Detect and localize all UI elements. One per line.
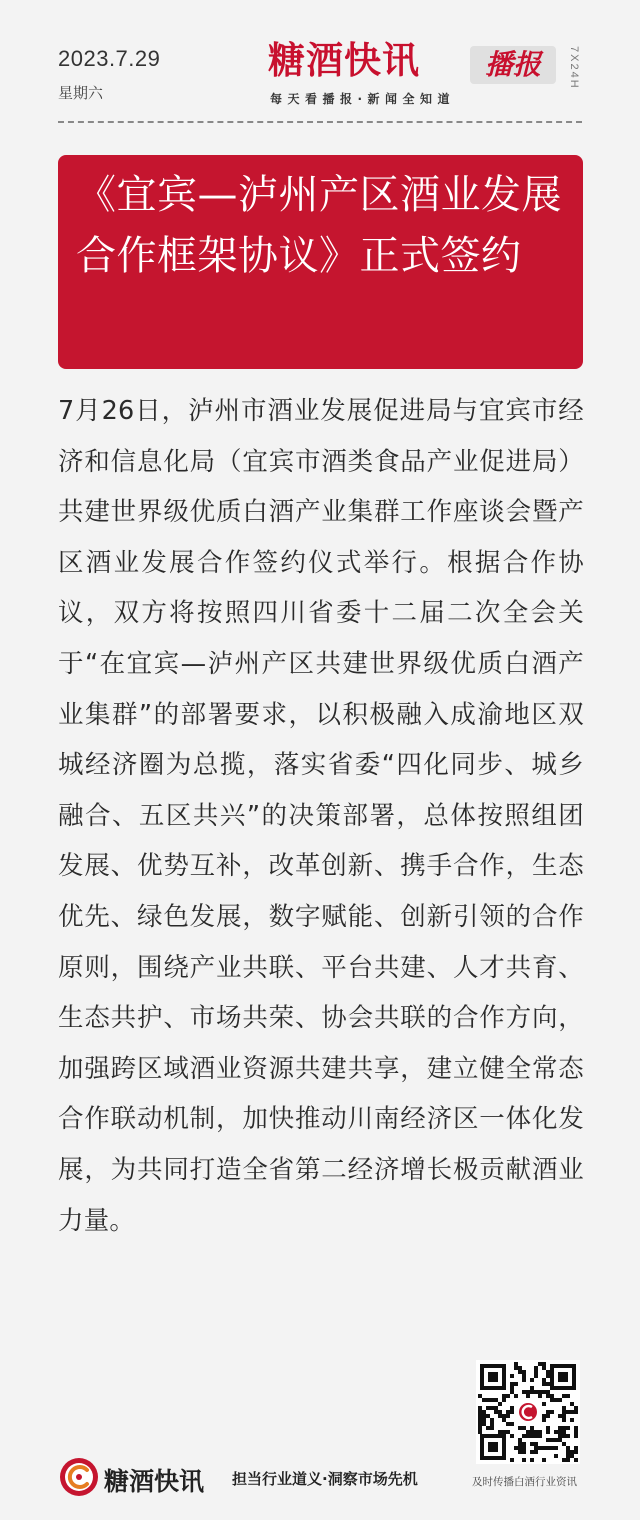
- qr-module: [510, 1382, 514, 1386]
- vertical-tag: 7X24H: [568, 46, 580, 90]
- qr-module: [538, 1446, 542, 1450]
- qr-module: [498, 1414, 502, 1418]
- footer-slogan: 担当行业道义·洞察市场先机: [232, 1470, 418, 1488]
- qr-module: [514, 1362, 518, 1366]
- qr-module: [490, 1426, 494, 1430]
- qr-module: [554, 1446, 558, 1450]
- qr-module: [518, 1446, 522, 1450]
- qr-module: [534, 1446, 538, 1450]
- qr-module: [510, 1386, 514, 1390]
- qr-module: [562, 1418, 566, 1422]
- qr-module: [558, 1434, 562, 1438]
- qr-module: [502, 1398, 506, 1402]
- qr-module: [566, 1454, 570, 1458]
- qr-module: [514, 1446, 518, 1450]
- qr-module: [530, 1386, 534, 1390]
- qr-module: [558, 1414, 562, 1418]
- qr-module: [498, 1402, 502, 1406]
- qr-module: [534, 1434, 538, 1438]
- qr-module: [502, 1394, 506, 1398]
- qr-module: [550, 1438, 554, 1442]
- qr-module: [574, 1458, 578, 1462]
- qr-module: [538, 1362, 542, 1366]
- qr-module: [522, 1458, 526, 1462]
- qr-module: [542, 1418, 546, 1422]
- qr-module: [522, 1442, 526, 1446]
- qr-module: [546, 1382, 550, 1386]
- qr-module: [570, 1418, 574, 1422]
- qr-module: [514, 1366, 518, 1370]
- qr-module: [562, 1394, 566, 1398]
- qr-module: [478, 1426, 482, 1430]
- qr-module: [542, 1402, 546, 1406]
- qr-module: [478, 1406, 482, 1410]
- qr-module: [530, 1434, 534, 1438]
- qr-module: [526, 1434, 530, 1438]
- qr-module: [518, 1450, 522, 1454]
- qr-module: [550, 1446, 554, 1450]
- header: [0, 0, 640, 130]
- qr-module: [530, 1430, 534, 1434]
- qr-module: [510, 1410, 514, 1414]
- qr-module: [486, 1398, 490, 1402]
- qr-module: [482, 1410, 486, 1414]
- qr-module: [570, 1402, 574, 1406]
- qr-module: [550, 1398, 554, 1402]
- qr-module: [534, 1442, 538, 1446]
- brand-title: 糖酒快讯: [268, 38, 420, 82]
- qr-module: [542, 1390, 546, 1394]
- qr-module: [486, 1406, 490, 1410]
- qr-module: [478, 1410, 482, 1414]
- qr-module: [478, 1418, 482, 1422]
- qr-module: [542, 1414, 546, 1418]
- qr-module: [478, 1430, 482, 1434]
- qr-module: [522, 1390, 526, 1394]
- qr-module: [550, 1410, 554, 1414]
- qr-module: [510, 1374, 514, 1378]
- qr-module: [486, 1414, 490, 1418]
- qr-module: [478, 1394, 482, 1398]
- qr-module: [530, 1378, 534, 1382]
- qr-module: [538, 1394, 542, 1398]
- qr-module: [550, 1394, 554, 1398]
- qr-module: [522, 1446, 526, 1450]
- qr-module: [530, 1442, 534, 1446]
- qr-module: [554, 1398, 558, 1402]
- qr-module: [522, 1450, 526, 1454]
- qr-module: [506, 1430, 510, 1434]
- date: 2023.7.29: [58, 46, 161, 71]
- qr-module: [562, 1406, 566, 1410]
- qr-module: [494, 1406, 498, 1410]
- qr-module: [566, 1434, 570, 1438]
- qr-module: [510, 1422, 514, 1426]
- qr-module: [546, 1414, 550, 1418]
- title-banner: [58, 155, 583, 369]
- qr-module: [518, 1438, 522, 1442]
- qr-module: [558, 1438, 562, 1442]
- article-body: 7月26日，泸州市酒业发展促进局与宜宾市经济和信息化局（宜宾市酒类食品产业促进局）共建世界级优质白酒产业集群工作座谈会暨产区酒业发展合作签约仪式举行。根据合作协议，双方将按照四川省委十二届二次全会关于“在宜宾—泸州产区共建世界级优质白酒产业集群”的部署要求，以积极融入成渝地区双城经济圈为总揽，落实省委“四化同步、城乡融合、五区共兴”的决策部署，总体按照组团发展、优势互补，改革创新、携手合作，生态优先、绿色发展，数字赋能、创新引领的合作原则，围绕产业共联、平台共建、人才共育、生态共护、市场共荣、协会共联的合作方向，加强跨区域酒业资源共建共享，建立健全常态合作联动机制，加快推动川南经济区一体化发展，为共同打造全省第二经济增长极贡献酒业力量。: [58, 396, 584, 1236]
- qr-module: [494, 1398, 498, 1402]
- qr-module: [538, 1390, 542, 1394]
- qr-module: [518, 1426, 522, 1430]
- qr-module: [522, 1378, 526, 1382]
- qr-module: [546, 1390, 550, 1394]
- qr-module: [546, 1394, 550, 1398]
- qr-module: [566, 1446, 570, 1450]
- qr-module: [534, 1370, 538, 1374]
- qr-module: [558, 1398, 562, 1402]
- qr-module: [566, 1426, 570, 1430]
- qr-module: [566, 1410, 570, 1414]
- qr-module: [522, 1370, 526, 1374]
- qr-module: [562, 1414, 566, 1418]
- qr-module: [506, 1422, 510, 1426]
- qr-module: [534, 1450, 538, 1454]
- qr-module: [542, 1446, 546, 1450]
- qr-module: [562, 1458, 566, 1462]
- qr-module: [514, 1394, 518, 1398]
- qr-module: [514, 1382, 518, 1386]
- qr-module: [542, 1378, 546, 1382]
- qr-module: [562, 1410, 566, 1414]
- qr-module: [558, 1430, 562, 1434]
- qr-module: [490, 1418, 494, 1422]
- qr-module: [526, 1394, 530, 1398]
- qr-module: [534, 1366, 538, 1370]
- qr-caption: 及时传播白酒行业资讯: [472, 1476, 577, 1488]
- qr-module: [526, 1390, 530, 1394]
- qr-module: [482, 1418, 486, 1422]
- qr-code-icon: [476, 1360, 580, 1464]
- qr-module: [490, 1398, 494, 1402]
- qr-module: [482, 1422, 486, 1426]
- qr-module: [546, 1410, 550, 1414]
- qr-module: [530, 1458, 534, 1462]
- qr-module: [482, 1398, 486, 1402]
- qr-module: [522, 1426, 526, 1430]
- qr-module: [526, 1430, 530, 1434]
- qr-module: [498, 1410, 502, 1414]
- qr-module: [502, 1430, 506, 1434]
- qr-module: [566, 1394, 570, 1398]
- weekday: 星期六: [58, 84, 104, 102]
- brand-logo-icon: [58, 1456, 100, 1498]
- qr-module: [510, 1434, 514, 1438]
- qr-module: [558, 1426, 562, 1430]
- qr-module: [542, 1362, 546, 1366]
- qr-module: [534, 1374, 538, 1378]
- qr-module: [522, 1434, 526, 1438]
- qr-module: [538, 1430, 542, 1434]
- qr-module: [534, 1430, 538, 1434]
- qr-module: [506, 1410, 510, 1414]
- qr-module: [574, 1430, 578, 1434]
- qr-module: [530, 1426, 534, 1430]
- qr-module: [574, 1446, 578, 1450]
- qr-module: [570, 1410, 574, 1414]
- qr-module: [562, 1442, 566, 1446]
- qr-module: [494, 1410, 498, 1414]
- qr-module: [574, 1406, 578, 1410]
- qr-module: [490, 1406, 494, 1410]
- qr-module: [518, 1370, 522, 1374]
- footer-brand: [58, 1452, 218, 1506]
- qr-module: [482, 1414, 486, 1418]
- header-slogan: 每天看播报·新闻全知道: [270, 92, 456, 106]
- qr-module: [546, 1426, 550, 1430]
- qr-module: [546, 1370, 550, 1374]
- footer-brand-name: 糖酒快讯: [104, 1467, 205, 1496]
- qr-module: [498, 1430, 502, 1434]
- dashed-divider: [58, 121, 582, 123]
- qr-module: [546, 1374, 550, 1378]
- qr-module: [546, 1430, 550, 1434]
- qr-module: [574, 1450, 578, 1454]
- qr-module: [562, 1430, 566, 1434]
- qr-module: [522, 1374, 526, 1378]
- qr-module: [530, 1390, 534, 1394]
- qr-module: [486, 1426, 490, 1430]
- qr-module: [570, 1454, 574, 1458]
- qr-module: [542, 1382, 546, 1386]
- qr-module: [510, 1458, 514, 1462]
- qr-module: [554, 1430, 558, 1434]
- broadcast-badge: 播报: [470, 46, 556, 84]
- qr-module: [510, 1406, 514, 1410]
- qr-module: [562, 1434, 566, 1438]
- qr-module: [566, 1450, 570, 1454]
- qr-module: [546, 1438, 550, 1442]
- qr-module: [562, 1426, 566, 1430]
- qr-module: [574, 1434, 578, 1438]
- qr-module: [502, 1418, 506, 1422]
- article-title: 《宜宾—泸州产区酒业发展合作框架协议》正式签约: [76, 172, 562, 279]
- qr-module: [518, 1366, 522, 1370]
- qr-module: [542, 1458, 546, 1462]
- qr-module: [510, 1390, 514, 1394]
- qr-module: [554, 1454, 558, 1458]
- qr-module: [530, 1450, 534, 1454]
- qr-module: [506, 1394, 510, 1398]
- qr-module: [478, 1414, 482, 1418]
- qr-module: [534, 1390, 538, 1394]
- qr-module: [490, 1422, 494, 1426]
- qr-module: [518, 1442, 522, 1446]
- qr-module: [574, 1410, 578, 1414]
- qr-module: [566, 1458, 570, 1462]
- qr-module: [554, 1438, 558, 1442]
- qr-module: [570, 1450, 574, 1454]
- qr-module: [506, 1414, 510, 1418]
- qr-module: [542, 1366, 546, 1370]
- qr-module: [478, 1422, 482, 1426]
- qr-module: [502, 1414, 506, 1418]
- qr-module: [538, 1434, 542, 1438]
- qr-module: [574, 1426, 578, 1430]
- qr-module: [546, 1446, 550, 1450]
